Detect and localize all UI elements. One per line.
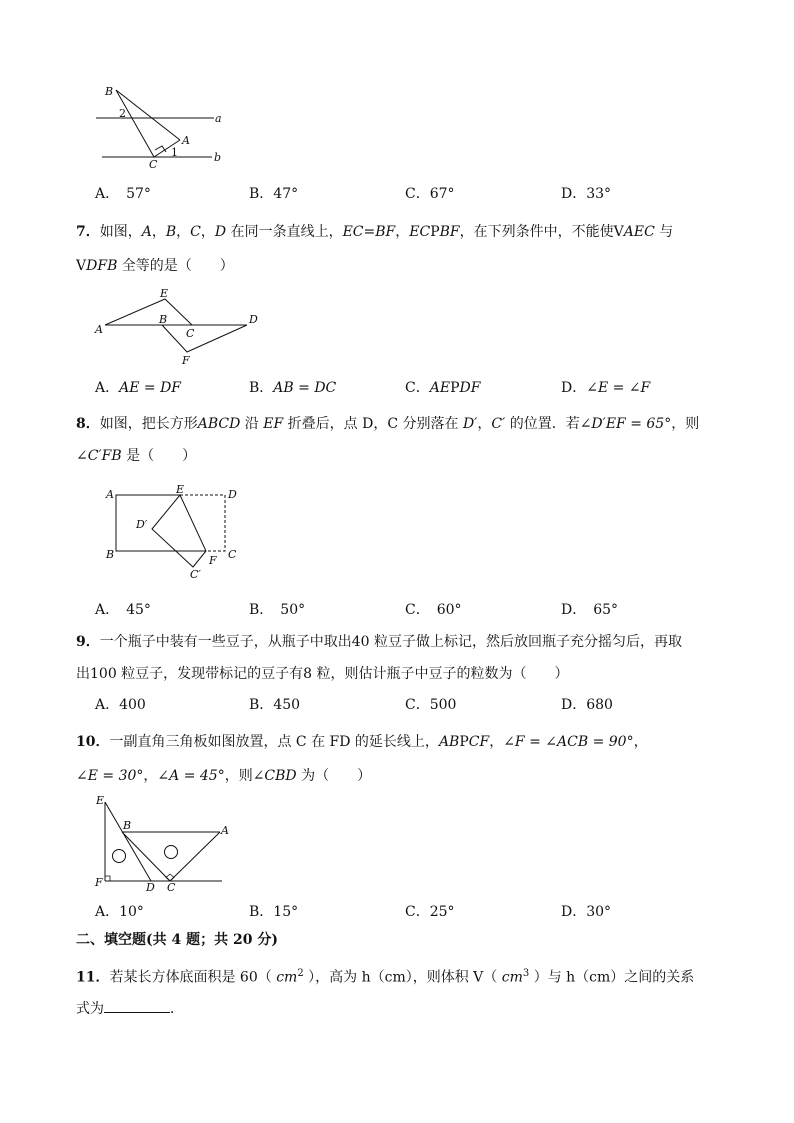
q9-stem-line1 xyxy=(76,632,682,652)
q10-stem-line2 xyxy=(76,766,371,786)
q11-answer-blank[interactable] xyxy=(104,998,170,1013)
q9-option-a[interactable]: A．400 xyxy=(95,697,146,713)
q7-label-E: E xyxy=(160,287,169,300)
q7-option-c-text: DF xyxy=(459,380,481,396)
q10-label-A: A xyxy=(221,824,229,837)
q7-text: ，在下列条件中，不能使 xyxy=(459,224,614,240)
q8-text: ，则 xyxy=(671,416,700,432)
q7-text: 与 xyxy=(654,224,674,240)
q8-text: 沿 xyxy=(240,416,264,432)
q8-formula: ABCD xyxy=(197,416,241,432)
q8-option-b[interactable]: B． 50° xyxy=(249,602,306,618)
q8-formula: D′ xyxy=(462,416,478,432)
q8-label-Dprime: D′ xyxy=(136,518,148,531)
q7-text: 如图， xyxy=(99,224,142,240)
q11-exponent: 3 xyxy=(522,968,530,979)
q8-option-d[interactable]: D． 65° xyxy=(561,602,619,618)
q7-option-a-letter: A． xyxy=(95,380,120,396)
q7-option-c-text: AE xyxy=(429,380,451,396)
q6-option-c[interactable]: C．67° xyxy=(405,186,455,202)
q10-formula: CF xyxy=(468,734,490,750)
q9-option-d[interactable]: D．680 xyxy=(561,697,613,713)
q7-label-B: B xyxy=(159,313,168,326)
q7-formula: EC xyxy=(409,224,431,240)
q7-var: A xyxy=(141,224,152,240)
q7-parallel-symbol: P xyxy=(430,224,440,240)
q10-label-B: B xyxy=(123,819,132,832)
q10-option-c[interactable]: C．25° xyxy=(405,904,455,920)
q8-option-c[interactable]: C． 60° xyxy=(405,602,462,618)
q10-formula: ∠A = 45° xyxy=(157,768,225,784)
q7-triangle-symbol: V xyxy=(613,224,624,240)
q7-option-b[interactable] xyxy=(249,378,336,398)
q7-text: ， xyxy=(395,224,410,240)
q6-label-b: b xyxy=(214,151,222,164)
q10-formula: ∠F = ∠ACB = 90° xyxy=(503,734,634,750)
q7-formula: EC=BF xyxy=(342,224,396,240)
q7-stem-line2 xyxy=(76,256,234,276)
q7-label-C: C xyxy=(186,327,195,340)
section-2-title: 二、填空题(共 4 题；共 20 分) xyxy=(76,932,278,948)
q10-text: ， xyxy=(633,734,648,750)
q8-label-Cprime: C′ xyxy=(190,568,201,581)
q8-stem-line2 xyxy=(76,446,196,466)
q8-text: 如图，把长方形 xyxy=(99,416,198,432)
q7-var: B xyxy=(165,224,177,240)
q7-text: 全等的是（ ） xyxy=(117,258,234,274)
q7-option-a[interactable] xyxy=(95,378,181,398)
q10-label-E: E xyxy=(96,794,105,807)
q8-number: 8． xyxy=(76,416,100,432)
q8-label-A: A xyxy=(106,488,114,501)
q6-label-a: a xyxy=(215,112,222,125)
q11-text: ）与 h（cm）之间的关系 xyxy=(529,969,695,986)
q7-option-b-text: AB = DC xyxy=(273,380,337,396)
q10-label-F: F xyxy=(95,876,103,889)
q8-text: ， xyxy=(477,416,492,432)
q7-text: ， xyxy=(151,224,166,240)
q8-stem-line1 xyxy=(76,414,699,434)
q10-stem-line1 xyxy=(76,732,648,752)
q8-text: 是（ ） xyxy=(121,448,197,464)
q7-var: D xyxy=(214,224,227,240)
q7-label-D: D xyxy=(249,313,258,326)
q10-option-d[interactable]: D．30° xyxy=(561,904,612,920)
q10-text: ， xyxy=(489,734,504,750)
q10-label-D: D xyxy=(146,881,155,892)
q9-option-c[interactable]: C．500 xyxy=(405,697,457,713)
q7-formula: AEC xyxy=(623,224,655,240)
q6-label-C: C xyxy=(149,158,158,170)
q7-parallel-symbol: P xyxy=(450,380,460,396)
q9-text: 出100 粒豆子，发现带标记的豆子有8 粒，则估计瓶子中豆子的粒数为（ ） xyxy=(76,666,569,682)
q7-option-d[interactable] xyxy=(561,378,650,398)
q7-option-c-letter: C． xyxy=(405,380,430,396)
q11-unit: cm xyxy=(501,969,523,986)
q8-formula: C′ xyxy=(491,416,506,432)
q8-formula: ∠D′EF = 65° xyxy=(579,416,672,432)
q8-label-F: F xyxy=(209,554,217,567)
q7-text: ， xyxy=(200,224,215,240)
q10-text: 一副直角三角板如图放置，点 C 在 FD 的延长线上， xyxy=(109,734,439,750)
q10-figure xyxy=(90,792,235,892)
q8-label-E: E xyxy=(176,484,185,496)
q6-label-A: A xyxy=(182,134,190,147)
q6-figure xyxy=(92,80,232,170)
q10-parallel-symbol: P xyxy=(459,734,469,750)
q10-text: ， xyxy=(143,768,158,784)
q6-option-b[interactable]: B．47° xyxy=(249,186,299,202)
q8-label-B: B xyxy=(106,548,115,561)
q10-text: 为（ ） xyxy=(296,768,372,784)
q10-formula: AB xyxy=(438,734,460,750)
q7-triangle-symbol: V xyxy=(76,258,87,274)
q7-option-b-letter: B． xyxy=(249,380,274,396)
q7-text: ， xyxy=(176,224,191,240)
q10-formula: ∠CBD xyxy=(252,768,297,784)
q11-number: 11． xyxy=(76,969,110,986)
q7-number: 7． xyxy=(76,224,100,240)
q9-text: 一个瓶子中装有一些豆子，从瓶子中取出40 粒豆子做上标记，然后放回瓶子充分摇匀后，再取 xyxy=(99,634,683,650)
q9-stem-line2 xyxy=(76,664,569,684)
q8-label-D: D xyxy=(228,488,237,501)
q7-label-F: F xyxy=(182,354,190,367)
q10-text: ，则 xyxy=(224,768,253,784)
q7-option-a-text: AE = DF xyxy=(119,380,182,396)
q7-formula: DFB xyxy=(86,258,118,274)
q8-option-a[interactable]: A． 45° xyxy=(95,602,151,618)
q10-option-b[interactable]: B．15° xyxy=(249,904,299,920)
q10-number: 10． xyxy=(76,734,110,750)
q6-option-a[interactable]: A． 57° xyxy=(95,186,151,202)
q11-text: ． xyxy=(170,1001,184,1017)
q9-number: 9． xyxy=(76,634,100,650)
q7-figure xyxy=(92,285,267,370)
q8-label-C: C xyxy=(228,548,237,561)
q9-option-b[interactable]: B．450 xyxy=(249,697,301,713)
q6-option-d[interactable]: D．33° xyxy=(561,186,612,202)
q7-option-d-text: ∠E = ∠F xyxy=(586,380,651,396)
q6-label-2: 2 xyxy=(119,107,126,120)
q7-option-c[interactable] xyxy=(405,378,480,398)
q8-figure xyxy=(100,484,250,584)
q11-text: ），高为 h（cm），则体积 V（ xyxy=(303,969,502,986)
q11-stem-line2 xyxy=(76,998,184,1019)
q7-label-A: A xyxy=(95,323,103,336)
q11-stem-line1 xyxy=(76,964,694,988)
q8-formula: EF xyxy=(263,416,284,432)
q7-formula: BF xyxy=(439,224,460,240)
q10-option-a[interactable]: A．10° xyxy=(95,904,144,920)
q8-text: 折叠后，点 D，C 分别落在 xyxy=(283,416,463,432)
q7-var: C xyxy=(190,224,201,240)
q11-unit: cm xyxy=(276,969,298,986)
q11-text: 若某长方体底面积是 60（ xyxy=(109,969,277,986)
q7-text: 在同一条直线上， xyxy=(226,224,343,240)
q10-label-C: C xyxy=(167,881,176,892)
q7-option-d-letter: D． xyxy=(561,380,587,396)
q10-formula: ∠E = 30° xyxy=(76,768,144,784)
q8-text: 的位置．若 xyxy=(505,416,580,432)
q6-label-B: B xyxy=(105,85,114,98)
q8-formula: ∠C′FB xyxy=(76,448,122,464)
q7-stem-line1 xyxy=(76,222,673,242)
q11-exponent: 2 xyxy=(297,968,304,979)
q11-text: 式为 xyxy=(76,1001,104,1017)
q6-label-1: 1 xyxy=(171,146,178,159)
